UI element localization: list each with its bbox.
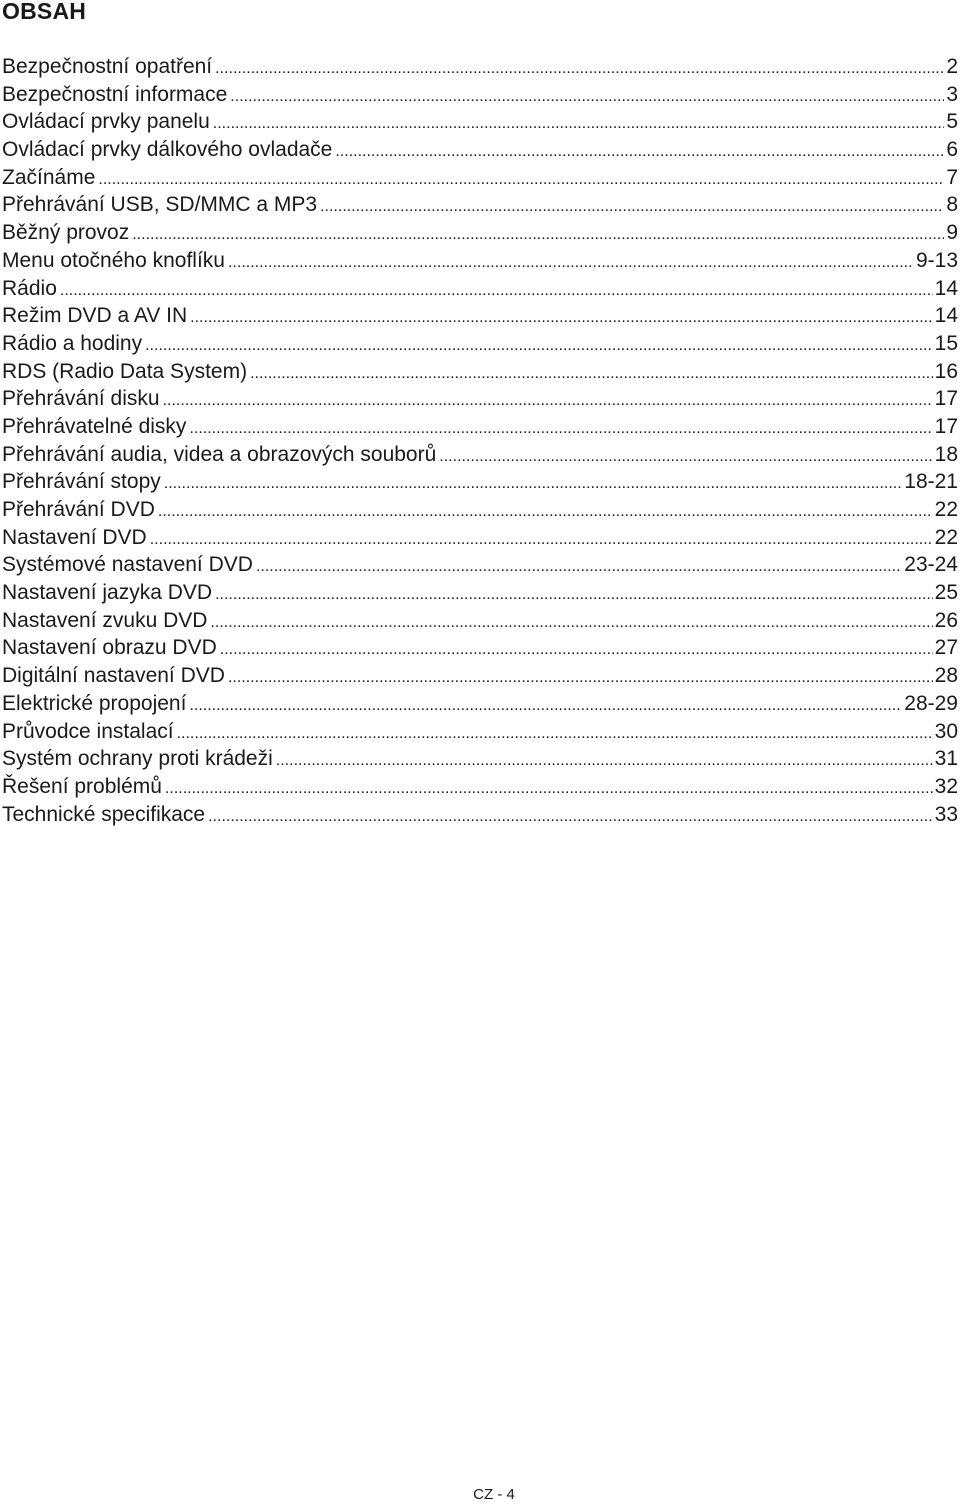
toc-entry-title: Rádio	[2, 276, 57, 300]
toc-entry-title: Bezpečnostní informace	[2, 82, 228, 106]
toc-entry-title: Bezpečnostní opatření	[2, 55, 213, 78]
toc-entry-title: Režim DVD a AV IN	[2, 304, 188, 328]
toc-entry-page: 26	[934, 608, 958, 632]
toc-entry[interactable]	[2, 385, 958, 413]
toc-entry-page: 33	[934, 802, 958, 826]
toc-entry-page: 9	[946, 221, 958, 245]
toc-entry-page: 28	[934, 664, 958, 688]
toc-entry-page: 3	[946, 82, 958, 106]
toc-entry-title: Elektrické propojení	[2, 691, 187, 715]
toc-dot-leader	[165, 773, 933, 803]
toc-dot-leader	[163, 385, 933, 415]
toc-entry-title: RDS (Radio Data System)	[2, 359, 248, 383]
toc-dot-leader	[210, 607, 932, 637]
toc-entry[interactable]	[2, 745, 958, 773]
toc-entry-page: 25	[934, 581, 958, 605]
toc-entry-page: 22	[934, 498, 958, 521]
toc-entry-page: 18	[934, 442, 958, 466]
toc-dot-leader	[189, 413, 932, 443]
toc-dot-leader	[256, 551, 902, 581]
toc-dot-leader	[189, 690, 902, 720]
toc-entry-title: Přehrávatelné disky	[2, 414, 187, 438]
toc-entry[interactable]	[2, 524, 958, 552]
toc-entry[interactable]	[2, 579, 958, 607]
page-title: OBSAH	[2, 0, 87, 24]
toc-entry-page: 7	[946, 165, 958, 189]
toc-entry[interactable]	[2, 607, 958, 635]
toc-entry-title: Přehrávání USB, SD/MMC a MP3	[2, 193, 318, 217]
toc-entry[interactable]	[2, 330, 958, 358]
toc-entry-title: Ovládací prvky dálkového ovladače	[2, 138, 333, 162]
toc-entry-title: Nastavení DVD	[2, 525, 147, 549]
toc-dot-leader	[158, 496, 933, 526]
toc-entry-page: 32	[934, 774, 958, 798]
toc-entry[interactable]	[2, 53, 958, 81]
toc-dot-leader	[320, 191, 944, 221]
toc-entry[interactable]	[2, 136, 958, 164]
toc-entry-page: 28-29	[904, 691, 958, 715]
toc-entry-title: Běžný provoz	[2, 221, 130, 245]
toc-entry-page: 14	[934, 276, 958, 300]
toc-entry-page: 9-13	[915, 248, 958, 272]
toc-dot-leader	[190, 302, 932, 332]
toc-entry-title: Ovládací prvky panelu	[2, 110, 210, 134]
toc-entry-title: Začínáme	[2, 165, 96, 189]
toc-dot-leader	[132, 219, 944, 249]
toc-entry[interactable]	[2, 690, 958, 718]
toc-entry-page: 14	[934, 304, 958, 328]
toc-entry-title: Digitální nastavení DVD	[2, 664, 225, 688]
toc-dot-leader	[60, 275, 933, 305]
toc-entry-title: Nastavení jazyka DVD	[2, 581, 213, 605]
toc-dot-leader	[150, 524, 933, 554]
toc-entry-page: 17	[934, 414, 958, 438]
toc-dot-leader	[250, 358, 933, 388]
toc-entry-page: 2	[946, 55, 958, 78]
toc-entry-title: Přehrávání disku	[2, 387, 160, 411]
toc-entry[interactable]	[2, 164, 958, 192]
toc-entry-title: Rádio a hodiny	[2, 331, 143, 355]
toc-entry-title: Menu otočného knoflíku	[2, 248, 225, 272]
toc-dot-leader	[213, 108, 945, 138]
toc-entry-title: Přehrávání DVD	[2, 498, 155, 521]
toc-entry-page: 16	[934, 359, 958, 383]
toc-entry[interactable]	[2, 191, 958, 219]
toc-entry-title: Přehrávání audia, videa a obrazových souborů	[2, 442, 437, 466]
toc-entry[interactable]	[2, 468, 958, 496]
toc-dot-leader	[228, 662, 933, 692]
toc-dot-leader	[164, 468, 903, 498]
toc-entry-page: 5	[946, 110, 958, 134]
toc-dot-leader	[215, 53, 944, 83]
toc-dot-leader	[228, 247, 914, 277]
toc-entry[interactable]	[2, 801, 958, 829]
table-of-contents	[2, 53, 958, 828]
page-footer	[0, 1485, 960, 1505]
toc-entry-page: 27	[934, 636, 958, 660]
toc-entry-page: 30	[934, 719, 958, 743]
toc-entry-page: 23-24	[904, 553, 958, 577]
toc-dot-leader	[335, 136, 944, 166]
toc-dot-leader	[220, 634, 933, 664]
toc-entry-title: Systém ochrany proti krádeži	[2, 747, 273, 771]
toc-dot-leader	[177, 718, 933, 748]
toc-entry[interactable]	[2, 302, 958, 330]
toc-entry[interactable]	[2, 275, 958, 303]
toc-entry-page: 6	[946, 138, 958, 162]
toc-dot-leader	[439, 441, 932, 471]
toc-entry[interactable]	[2, 773, 958, 801]
toc-entry-title: Systémové nastavení DVD	[2, 553, 253, 577]
toc-entry[interactable]	[2, 108, 958, 136]
toc-entry-title: Průvodce instalací	[2, 719, 174, 743]
toc-entry[interactable]	[2, 441, 958, 469]
toc-entry[interactable]	[2, 718, 958, 746]
toc-dot-leader	[276, 745, 933, 775]
toc-entry[interactable]	[2, 551, 958, 579]
toc-entry[interactable]	[2, 662, 958, 690]
toc-entry-page: 18-21	[904, 470, 958, 494]
toc-entry-title: Nastavení obrazu DVD	[2, 636, 217, 660]
toc-dot-leader	[215, 579, 933, 609]
toc-entry[interactable]	[2, 413, 958, 441]
toc-entry[interactable]	[2, 247, 958, 275]
toc-entry-page: 31	[934, 747, 958, 771]
toc-entry-page: 22	[934, 525, 958, 549]
toc-entry-title: Technické specifikace	[2, 802, 206, 826]
toc-entry-page: 17	[934, 387, 958, 411]
toc-dot-leader	[230, 81, 944, 111]
toc-entry[interactable]	[2, 81, 958, 109]
toc-entry-page: 8	[946, 193, 958, 217]
toc-dot-leader	[98, 164, 944, 194]
toc-entry[interactable]	[2, 219, 958, 247]
toc-entry-title: Přehrávání stopy	[2, 470, 161, 494]
toc-entry-title: Nastavení zvuku DVD	[2, 608, 208, 632]
toc-entry[interactable]	[2, 634, 958, 662]
toc-entry-title: Řešení problémů	[2, 774, 162, 798]
page-number: CZ - 4	[473, 1486, 515, 1503]
toc-entry[interactable]	[2, 496, 958, 524]
toc-entry-page: 15	[934, 331, 958, 355]
toc-dot-leader	[208, 801, 933, 831]
toc-entry[interactable]	[2, 358, 958, 386]
toc-dot-leader	[145, 330, 933, 360]
